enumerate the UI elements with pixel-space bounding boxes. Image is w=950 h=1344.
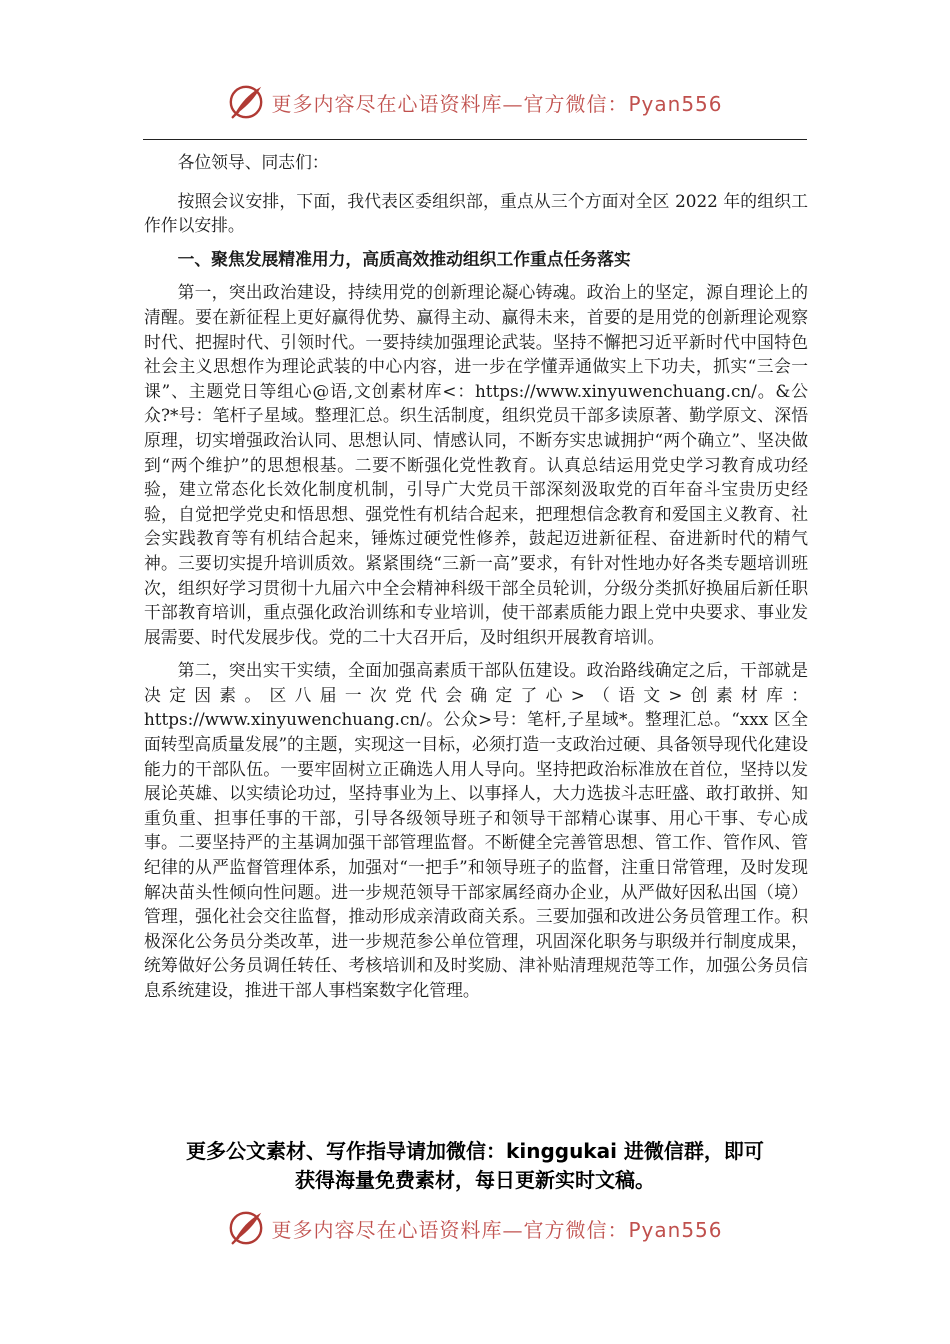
section-heading: 一、聚焦发展精准用力，高质高效推动组织工作重点任务落实 — [177, 248, 631, 269]
footer-banner — [0, 1206, 950, 1250]
header-divider — [143, 139, 807, 140]
footer-wechat-id: Pyan556 — [628, 1217, 723, 1242]
quill-pen-logo-icon — [227, 83, 265, 121]
document-body — [144, 150, 808, 1012]
header-banner-label: 更多内容尽在心语资料库—官方微信： — [271, 91, 629, 116]
header-banner-text — [271, 88, 722, 117]
promo-line-1: 更多公文素材、写作指导请加微信：kinggukai 进微信群，即可 — [186, 1139, 764, 1163]
greeting: 各位领导、同志们： — [177, 152, 329, 172]
paragraph-second: 第二，突出实干实绩，全面加强高素质干部队伍建设。政治路线确定之后，干部就是决定因素。区八届一次党代会确定了心>（语文>创素材库：https://www.xinyuwenchuang.cn/。公众>号：笔杆,子星域*。整理汇总。“xxx 区全面转型高质量发展”的主题，实现这一目标，必须打造一支政治过硬、具备领导现代化建设能力的干部队伍。一要牢固树立正确选人用人导向。坚持把政治标准放在首位，坚持以发展论英雄、以实绩论功过，坚持事业为上、以事择人，大力选拔斗志旺盛、敢打敢拼、知重负重、担事任事的干部，引导各级领导班子和领导干部精心谋事、用心干事、专心成事。二要坚持严的主基调加强干部管理监督。不断健全完善管思想、管工作、管作风、管纪律的从严监督管理体系，加强对“一把手”和领导班子的监督，注重日常管理，及时发现解决苗头性倾向性问题。进一步规范领导干部家属经商办企业，从严做好因私出国（境）管理，强化社会交往监督，推动形成亲清政商关系。三要加强和改进公务员管理工作。积极深化公务员分类改革，进一步规范参公单位管理，巩固深化职务与职级并行制度成果，统筹做好公务员调任转任、考核培训和及时奖励、津补贴清理规范等工作，加强公务员信息系统建设，推进干部人事档案数字化管理。 — [144, 660, 808, 1000]
paragraph-first: 第一，突出政治建设，持续用党的创新理论凝心铸魂。政治上的坚定，源自理论上的清醒。要在新征程上更好赢得优势、赢得主动、赢得未来，首要的是用党的创新理论观察时代、把握时代、引领时代。一要持续加强理论武装。坚持不懈把习近平新时代中国特色社会主义思想作为理论武装的中心内容，进一步在学懂弄通做实上下功夫，抓实“三会一课”、主题党日等组心@语,文创素材库<：https://www.xinyuwenchuang.cn/。&公众?*号：笔杆子星域。整理汇总。织生活制度，组织党员干部多读原著、勤学原文、深悟原理，切实增强政治认同、思想认同、情感认同，不断夯实忠诚拥护“两个确立”、坚决做到“两个维护”的思想根基。二要不断强化党性教育。认真总结运用党史学习教育成功经验，建立常态化长效化制度机制，引导广大党员干部深刻汲取党的百年奋斗宝贵历史经验，自觉把学党史和悟思想、强党性有机结合起来，把理想信念教育和爱国主义教育、社会实践教育等有机结合起来，锤炼过硬党性修养，鼓起迈进新征程、奋进新时代的精气神。三要切实提升培训质效。紧紧围绕“三新一高”要求，有针对性地办好各类专题培训班次，组织好学习贯彻十九届六中全会精神科级干部全员轮训，分级分类抓好换届后新任职干部教育培训，重点强化政治训练和专业培训，使干部素质能力跟上党中央要求、事业发展需要、时代发展步伐。党的二十大召开后，及时组织开展教育培训。 — [144, 282, 808, 647]
footer-banner-label: 更多内容尽在心语资料库—官方微信： — [271, 1217, 629, 1242]
promo-notice — [100, 1137, 850, 1195]
intro-paragraph: 按照会议安排，下面，我代表区委组织部，重点从三个方面对全区 2022 年的组织工作作以安排。 — [144, 190, 808, 236]
quill-pen-logo-icon — [227, 1209, 265, 1247]
header-wechat-id: Pyan556 — [628, 91, 723, 116]
header-banner — [0, 80, 950, 124]
promo-line-2: 获得海量免费素材，每日更新实时文稿。 — [295, 1168, 655, 1192]
footer-banner-text — [271, 1214, 722, 1243]
